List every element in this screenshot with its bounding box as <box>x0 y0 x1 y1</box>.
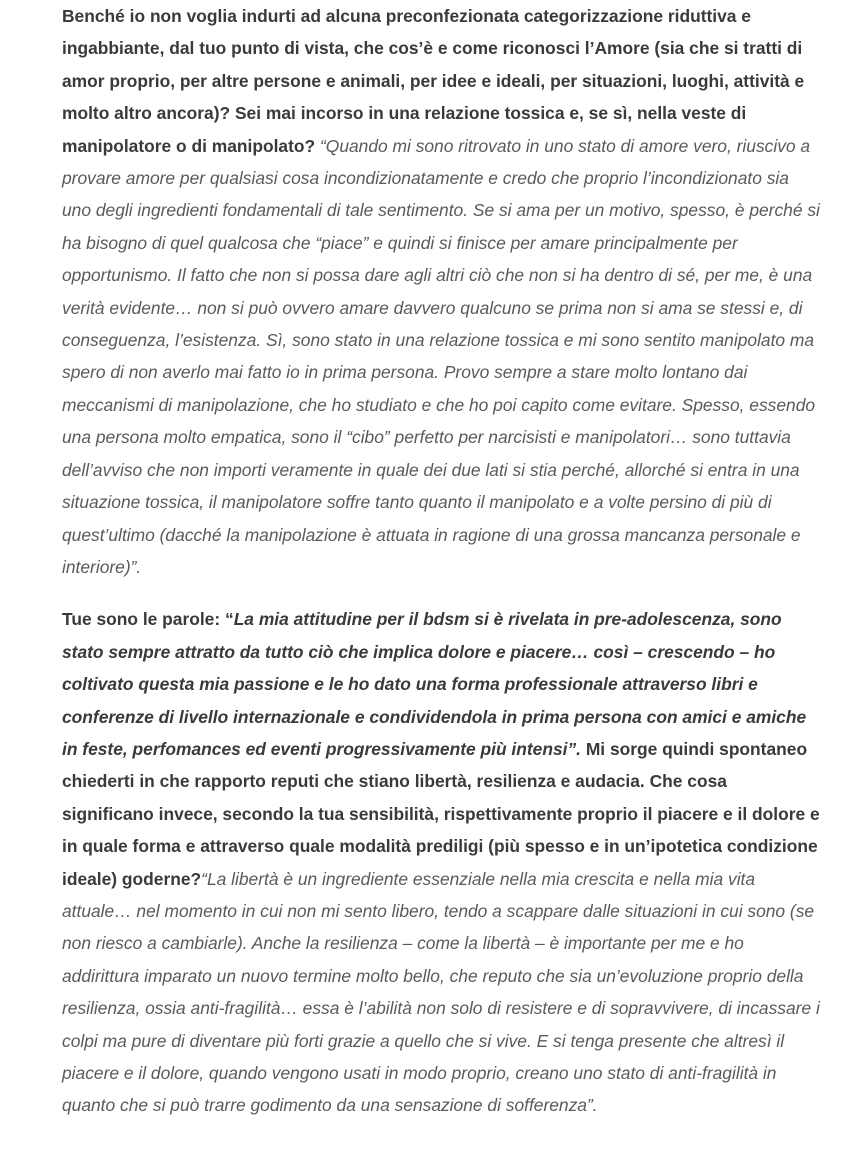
interview-question-1: Benché io non voglia indurti ad alcuna preconfezionata categorizzazione riduttiva e ingabbiante, dal tuo punto di vista, che cos’è e come riconosci l’Amore (sia che si tratti di amor proprio, per altre persone e animali, per idee e ideali, per situazioni, luoghi, attività e molto altro ancora)? Sei mai incorso in una relazione tossica e, se sì, nella veste di manipolatore o di manipolato? <box>62 6 805 156</box>
interview-paragraph-1 <box>62 0 822 583</box>
interview-answer-1: “Quando mi sono ritrovato in uno stato di amore vero, riuscivo a provare amore per qualsiasi cosa incondizionatamente e credo che proprio l’incondizionato sia uno degli ingredienti fondamentali di tale sentimento. Se si ama per un motivo, spesso, è perché si ha bisogno di quel qualcosa che “piace” e quindi si finisce per amare principalmente per opportunismo. Il fatto che non si possa dare agli altri ciò che non si ha dentro di sé, per me, è una verità evidente… non si può ovvero amare davvero qualcuno se prima non si ama se stessi e, di conseguenza, l’esistenza. Sì, sono stato in una relazione tossica e mi sono sentito manipolato ma spero di non averlo mai fatto io in prima persona. Provo sempre a stare molto lontano dai meccanismi di manipolazione, che ho studiato e che ho poi capito come evitare. Spesso, essendo una persona molto empatica, sono il “cibo” perfetto per narcisisti e manipolatori… sono tuttavia dell’avviso che non importi veramente in quale dei due lati si stia perché, allorché si entra in una situazione tossica, il manipolatore soffre tanto quanto il manipolato e a volte persino di più di quest’ultimo (dacché la manipolazione è attuata in ragione di una grossa mancanza personale e interiore)”. <box>62 135 820 577</box>
interview-question-2: Mi sorge quindi spontaneo chiederti in che rapporto reputi che stiano libertà, resilienza e audacia. Che cosa significano invece, secondo la tua sensibilità, rispettivamente proprio il piacere e il dolore e in quale forma e attraverso quale modalità prediligi (più spesso e in un’ipotetica condizione ideale) goderne? <box>62 738 820 889</box>
interview-question-2-intro: Tue sono le parole: “ <box>62 609 234 630</box>
article-body <box>62 0 822 1122</box>
interview-quote-2: La mia attitudine per il bdsm si è rivelata in pre-adolescenza, sono stato sempre attratto da tutto ciò che implica dolore e piacere… così – crescendo – ho coltivato questa mia passione e le ho dato una forma professionale attraverso libri e conferenze di livello internazionale e condividendola in prima persona con amici e amiche in feste, perfomances ed eventi progressivamente più intensi”. <box>62 609 807 759</box>
interview-paragraph-2 <box>62 603 822 1122</box>
interview-answer-2: “La libertà è un ingrediente essenziale nella mia crescita e nella mia vita attuale… nel momento in cui non mi sento libero, tendo a scappare dalle situazioni in cui sono (se non riesco a cambiarle). Anche la resilienza – come la libertà – è importante per me e ho addirittura imparato un nuovo termine molto bello, che reputo che sia un’evoluzione proprio della resilienza, ossia anti-fragilità… essa è l’abilità non solo di resistere e di sopravvivere, di incassare i colpi ma pure di diventare più forti grazie a quello che si vive. E si tenga presente che altresì il piacere e il dolore, quando vengono usati in modo proprio, creano uno stato di anti-fragilità in quanto che si può trarre godimento da una sensazione di sofferenza”. <box>62 868 820 1116</box>
